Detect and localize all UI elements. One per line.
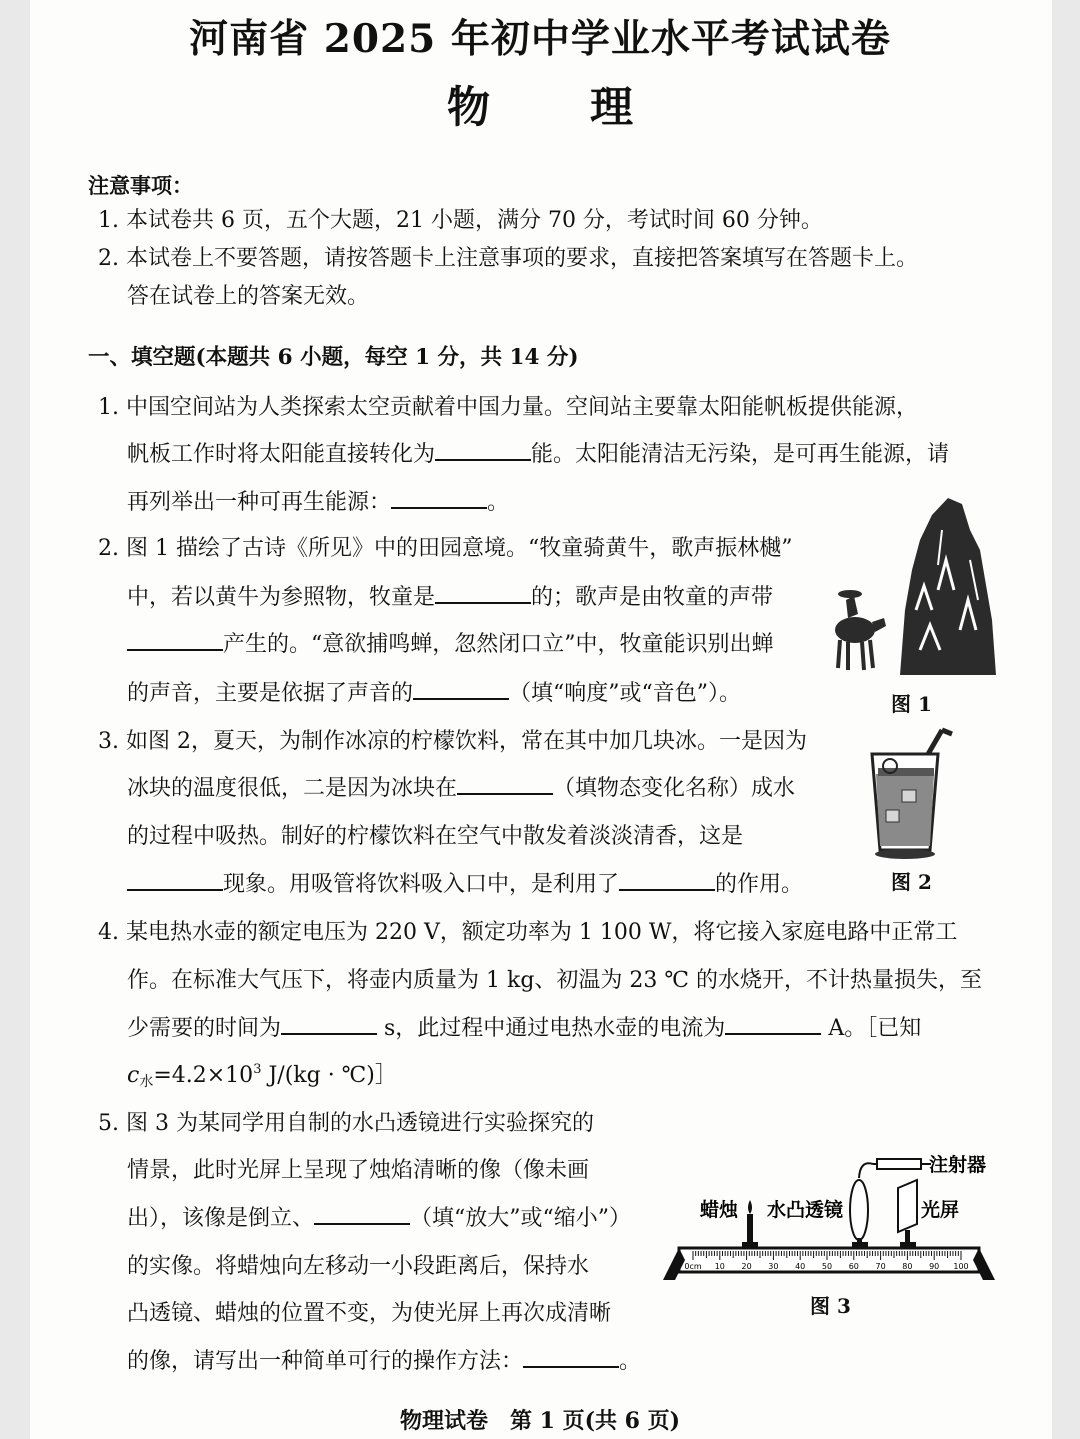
- q4-line-3: [127, 1011, 921, 1042]
- q4-line-2: 作。在标准大气压下，将壶内质量为 1 kg、初温为 23 ℃ 的水烧开，不计热量损失，至: [127, 968, 982, 993]
- ruler-label: 70: [875, 1262, 886, 1271]
- ruler-label: 0cm: [684, 1262, 702, 1271]
- light-screen-icon: [898, 1180, 917, 1232]
- straw-tip: [942, 730, 952, 734]
- ruler-label: 100: [953, 1262, 969, 1271]
- figure-2-caption: 图 2: [891, 870, 932, 894]
- syringe-icon: [877, 1159, 921, 1169]
- answer-blank: [391, 487, 487, 509]
- q3-line-3: 的过程中吸热。制好的柠檬饮料在空气中散发着淡淡清香，这是: [127, 824, 744, 849]
- q5-line-2: 情景，此时光屏上呈现了烛焰清晰的像（像未画: [127, 1158, 590, 1183]
- answer-blank: [314, 1203, 410, 1225]
- q2-line-3: [127, 627, 774, 658]
- exam-title: 河南省 2025 年初中学业水平考试试卷: [189, 16, 891, 62]
- answer-blank: [127, 869, 223, 891]
- answer-blank: [457, 773, 553, 795]
- syringe-tube: [859, 1163, 873, 1178]
- exam-subject: 物 理: [447, 83, 633, 133]
- screen-stem: [905, 1230, 910, 1244]
- q5-line-4: 的实像。将蜡烛向左移动一小段距离后，保持水: [127, 1254, 590, 1279]
- q4-line-4: [127, 1058, 397, 1091]
- screen-label: 光屏: [921, 1199, 960, 1221]
- q3-line-2: [127, 771, 795, 802]
- syringe-label: 注射器: [929, 1154, 987, 1176]
- q4-subscript: 水: [139, 1074, 154, 1090]
- q5-line-5: 凸透镜、蜡烛的位置不变，为使光屏上再次成清晰: [127, 1301, 612, 1326]
- answer-blank: [281, 1013, 377, 1035]
- q5-line-6: [127, 1344, 641, 1375]
- q2-text: 产生的。“意欲捕鸣蝉，忽然闭口立”中，牧童能识别出蝉: [223, 632, 774, 657]
- page-footer: 物理试卷 第 1 页(共 6 页): [399, 1408, 681, 1434]
- q5-line-3: [127, 1201, 631, 1232]
- q5-text: 。: [619, 1349, 642, 1374]
- candle-icon: [747, 1214, 753, 1244]
- q4-text: 少需要的时间为: [127, 1016, 282, 1041]
- ruler-label: 30: [768, 1262, 779, 1271]
- q4-unit: J/(kg · ℃)］: [268, 1063, 397, 1088]
- q2-line-4: [127, 676, 741, 707]
- q1-text: 。: [487, 490, 510, 515]
- answer-blank: [127, 629, 223, 651]
- q1-text: 能。太阳能清洁无污染，是可再生能源，请: [531, 442, 950, 467]
- ox-legs: [838, 640, 873, 670]
- answer-blank: [523, 1346, 619, 1368]
- ruler-label: 40: [795, 1262, 806, 1271]
- ruler-label: 50: [821, 1262, 833, 1271]
- ruler-label: 10: [714, 1262, 725, 1271]
- ruler-label: 60: [848, 1262, 859, 1271]
- scan-edge-right: [1052, 0, 1080, 1439]
- q2-text: 的；歌声是由牧童的声带: [531, 585, 774, 610]
- q1-line-1: 1. 中国空间站为人类探索太空贡献着中国力量。空间站主要靠太阳能帆板提供能源，: [98, 395, 918, 420]
- q5-text: 的像，请写出一种简单可行的操作方法：: [127, 1349, 524, 1374]
- q2-text: （填“响度”或“音色”）。: [509, 681, 742, 706]
- figure-1-illustration: [820, 490, 1000, 685]
- q3-text: （填物态变化名称）成水: [553, 776, 796, 801]
- q4-exponent: 3: [253, 1062, 262, 1077]
- q1-text: 再列举出一种可再生能源：: [127, 490, 392, 515]
- candle-label: 蜡烛: [700, 1199, 739, 1221]
- q2-text: 的声音，主要是依据了声音的: [127, 681, 414, 706]
- q1-text: 帆板工作时将太阳能直接转化为: [127, 442, 436, 467]
- ice-cube: [886, 810, 899, 822]
- lemon-drink: [876, 774, 934, 846]
- q3-line-4: [127, 867, 803, 898]
- herd-boy-hat: [838, 590, 862, 598]
- q2-line-2: [127, 580, 773, 611]
- notice-heading: 注意事项：: [88, 174, 193, 198]
- water-lens-icon: [850, 1180, 868, 1240]
- q2-line-1: 2. 图 1 描绘了古诗《所见》中的田园意境。“牧童骑黄牛，歌声振林樾”: [98, 536, 793, 561]
- figure-3-optical-bench: [655, 1148, 1005, 1293]
- figure-2-illustration: [860, 718, 960, 863]
- ox-body: [835, 617, 875, 643]
- q5-text: 出），该像是倒立、: [127, 1206, 315, 1231]
- q4-text: s，此过程中通过电热水壶的电流为: [384, 1016, 726, 1041]
- answer-blank: [725, 1013, 821, 1035]
- q4-line-1: 4. 某电热水壶的额定电压为 220 V，额定功率为 1 100 W，将它接入家庭电路中正常工: [98, 920, 958, 945]
- herd-boy: [846, 596, 858, 618]
- ruler-label: 90: [929, 1262, 940, 1271]
- ruler-label: 80: [902, 1262, 913, 1271]
- q4-text: A。［已知: [828, 1016, 922, 1041]
- answer-blank: [619, 869, 715, 891]
- notice-item-2: 2. 本试卷上不要答题，请按答题卡上注意事项的要求，直接把答案填写在答题卡上。: [98, 246, 918, 271]
- tree-silhouette: [900, 498, 996, 675]
- notice-item-1: 1. 本试卷共 6 页，五个大题，21 小题，满分 70 分，考试时间 60 分钟。: [98, 208, 823, 233]
- q5-line-1: 5. 图 3 为某同学用自制的水凸透镜进行实验探究的: [98, 1111, 594, 1136]
- answer-blank: [435, 582, 531, 604]
- q2-text: 中，若以黄牛为参照物，牧童是: [127, 585, 436, 610]
- notice-item-2-cont: 答在试卷上的答案无效。: [127, 284, 370, 309]
- answer-blank: [435, 439, 531, 461]
- q1-line-2: [127, 437, 949, 468]
- q3-text: 冰块的温度很低，二是因为冰块在: [127, 776, 458, 801]
- figure-3-caption: 图 3: [810, 1294, 851, 1318]
- q3-line-1: 3. 如图 2，夏天，为制作冰凉的柠檬饮料，常在其中加几块冰。一是因为: [98, 729, 807, 754]
- q3-text: 的作用。: [715, 872, 804, 897]
- q3-text: 现象。用吸管将饮料吸入口中，是利用了: [223, 872, 620, 897]
- answer-blank: [413, 678, 509, 700]
- q5-text: （填“放大”或“缩小”）: [410, 1206, 632, 1231]
- figure-1-caption: 图 1: [891, 692, 932, 716]
- q4-formula: =4.2×10: [153, 1063, 254, 1088]
- ruler-label: 20: [741, 1262, 752, 1271]
- lens-label: 水凸透镜: [767, 1199, 844, 1221]
- scan-edge-left: [0, 0, 30, 1439]
- section-heading: 一、填空题(本题共 6 小题，每空 1 分，共 14 分): [88, 345, 579, 370]
- glass-base: [875, 849, 935, 859]
- candle-flame-icon: [748, 1200, 752, 1214]
- q4-symbol-c: c: [127, 1063, 140, 1088]
- ice-cube: [902, 790, 916, 802]
- q1-line-3: [127, 485, 509, 516]
